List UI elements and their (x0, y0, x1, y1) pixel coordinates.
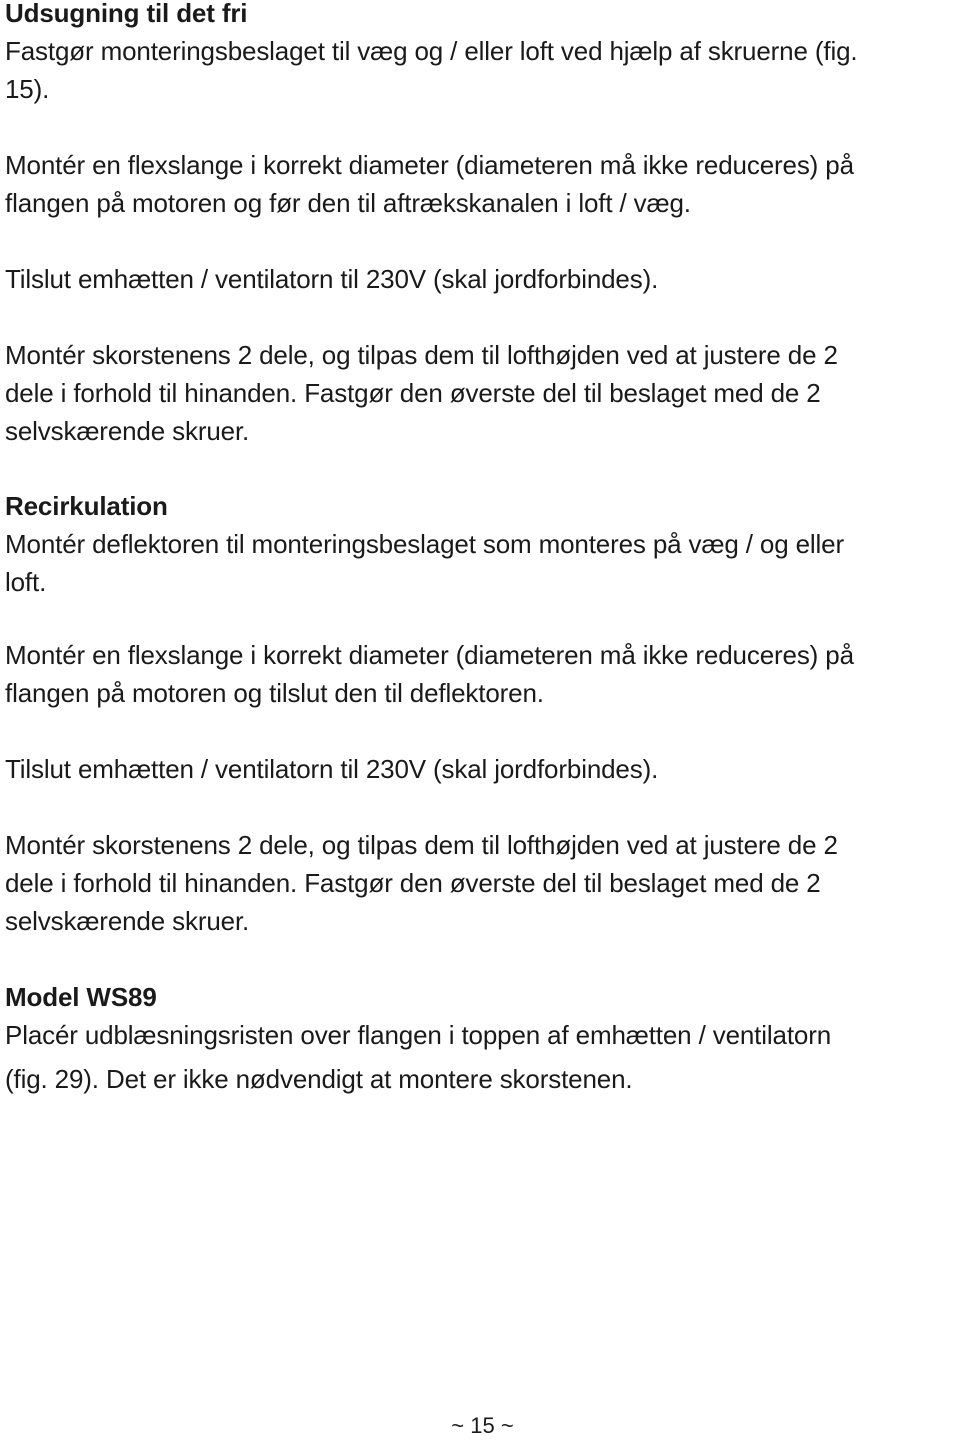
page-number: ~ 15 ~ (451, 1413, 514, 1438)
paragraph-line: Fastgør monteringsbeslaget til væg og / eller loft ved hjælp af skruerne (fig. (5, 36, 858, 66)
section-heading-recirculation: Recirkulation (5, 491, 168, 521)
paragraph-line: selvskærende skruer. (5, 416, 250, 446)
paragraph-line: 15). (5, 74, 50, 104)
section-heading-exhaust: Udsugning til det fri (5, 0, 248, 28)
paragraph-line: Montér deflektoren til monteringsbeslaget som monteres på væg / og eller (5, 529, 844, 559)
paragraph-line: Placér udblæsningsristen over flangen i toppen af emhætten / ventilatorn (5, 1020, 832, 1050)
document-page (5, 0, 960, 1440)
paragraph-line: Montér en flexslange i korrekt diameter (diameteren må ikke reduceres) på (5, 640, 854, 670)
paragraph-line: Montér skorstenens 2 dele, og tilpas dem til lofthøjden ved at justere de 2 (5, 830, 838, 860)
section-heading-model: Model WS89 (5, 982, 157, 1012)
paragraph-line: Tilslut emhætten / ventilatorn til 230V (skal jordforbindes). (5, 264, 659, 294)
paragraph-line: flangen på motoren og tilslut den til deflektoren. (5, 678, 544, 708)
paragraph-line: Montér skorstenens 2 dele, og tilpas dem til lofthøjden ved at justere de 2 (5, 340, 838, 370)
paragraph-line: selvskærende skruer. (5, 906, 250, 936)
paragraph-line: dele i forhold til hinanden. Fastgør den øverste del til beslaget med de 2 (5, 378, 821, 408)
paragraph-line: dele i forhold til hinanden. Fastgør den øverste del til beslaget med de 2 (5, 868, 821, 898)
paragraph-line: Tilslut emhætten / ventilatorn til 230V (skal jordforbindes). (5, 754, 659, 784)
paragraph-line: flangen på motoren og før den til aftrækskanalen i loft / væg. (5, 188, 691, 218)
paragraph-line: loft. (5, 567, 47, 597)
paragraph-line: Montér en flexslange i korrekt diameter (diameteren må ikke reduceres) på (5, 150, 854, 180)
paragraph-line: (fig. 29). Det er ikke nødvendigt at montere skorstenen. (5, 1064, 633, 1094)
